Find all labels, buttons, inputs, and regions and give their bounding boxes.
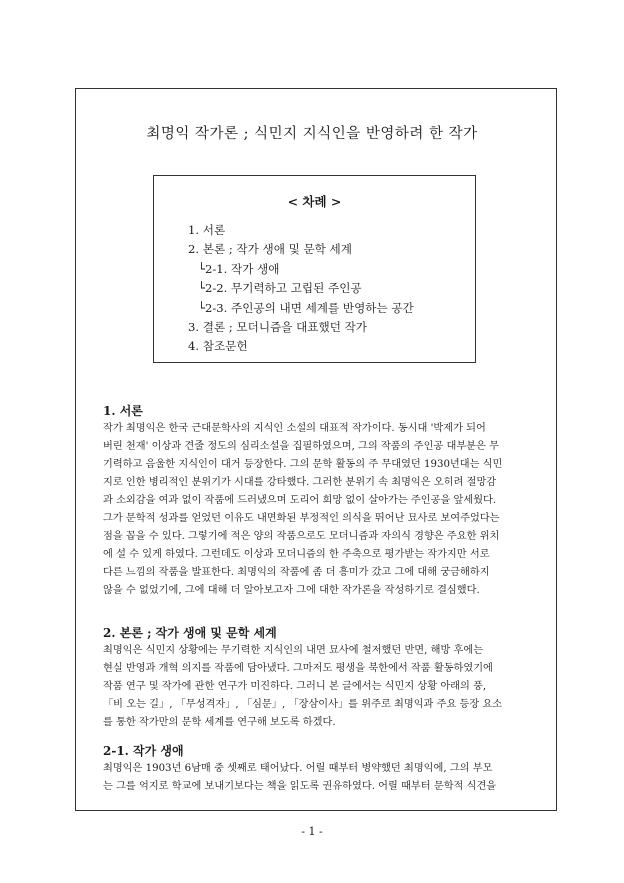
text-line: 기력하고 음울한 지식인이 대거 등장한다. 그의 문학 활동의 주 무대였던 1930년대는 식민 — [103, 459, 503, 470]
page-title: 최명익 작가론 ; 식민지 지식인을 반영하려 한 작가 — [146, 126, 478, 142]
text-line: 현실 반영과 개혁 의지를 작품에 담아냈다. 그마저도 평생을 북한에서 작품 활동하였기에 — [103, 663, 493, 674]
section-author-life — [103, 742, 535, 796]
toc-item: 4. 참조문헌 — [188, 339, 248, 354]
toc-item: 2. 본론 ; 작가 생애 및 문학 세계 — [188, 242, 352, 257]
section-heading: 2. 본론 ; 작가 생애 및 문학 세계 — [103, 626, 277, 640]
text-line: 최명익은 1903년 6남매 중 셋째로 태어났다. 어릴 때부터 병약했던 최명익에, 그의 부모 — [103, 763, 493, 774]
text-line: 그가 문학적 성과를 얻었던 이유도 내면화된 부정적인 의식을 뛰어난 묘사로 보여주었다는 — [103, 513, 500, 524]
text-line: 는 그를 억지로 학교에 보내기보다는 책을 읽도록 권유하였다. 어릴 때부터 문학적 식견을 — [103, 781, 497, 792]
section-heading: 2-1. 작가 생애 — [103, 744, 184, 758]
section-heading: 1. 서론 — [103, 404, 143, 418]
section-paragraph — [103, 420, 535, 600]
section-introduction — [103, 402, 535, 600]
toc-item: └2-1. 작가 생애 — [198, 261, 280, 276]
page-number: - 1 - — [301, 825, 323, 838]
section-paragraph — [103, 642, 535, 732]
toc-heading: < 차례 > — [287, 194, 342, 209]
section-paragraph — [103, 760, 535, 796]
text-line: 에 설 수 있게 하였다. 그런데도 이상과 모더니즘의 한 주축으로 평가받는 작가지만 서로 — [103, 549, 490, 560]
table-of-contents — [153, 175, 476, 363]
text-line: 「비 오는 길」, 「무성격자」, 「심문」, 「장삼이사」를 위주로 최명익과 주요 등장 요소 — [103, 699, 503, 710]
text-line: 작품 연구 및 작가에 관한 연구가 미진하다. 그러니 본 글에서는 식민지 상황 아래의 풍, — [103, 681, 487, 692]
toc-item: └2-3. 주인공의 내면 세계를 반영하는 공간 — [198, 300, 414, 315]
toc-list — [188, 221, 414, 357]
text-line: 버린 천재' 이상과 견줄 정도의 심리소설을 집필하였으며, 그의 작품의 주인공 대부분은 무 — [103, 441, 499, 452]
text-line: 점을 꼽을 수 있다. 그렇기에 적은 양의 작품으로도 모더니즘과 자의식 경향은 주요한 위치 — [103, 531, 500, 542]
text-line: 를 통한 작가만의 문학 세계를 연구해 보도록 하겠다. — [103, 717, 336, 728]
text-line: 과 소외감을 여과 없이 작품에 드러냈으며 도리어 희망 없이 살아가는 주인공을 앞세웠다. — [103, 495, 497, 506]
text-line: 최명익은 식민지 상황에는 무기력한 지식인의 내면 묘사에 철저했던 반면, 해방 후에는 — [103, 645, 484, 656]
text-line: 다른 느낌의 작품을 발표한다. 최명익의 작품에 좀 더 흥미가 갔고 그에 대해 궁금해하지 — [103, 567, 490, 578]
toc-item: 3. 결론 ; 모더니즘을 대표했던 작가 — [188, 320, 367, 335]
text-line: 않을 수 없었기에, 그에 대해 더 알아보고자 그에 대한 작가론을 작성하기로 결심했다. — [103, 585, 480, 596]
text-line: 지로 인한 병리적인 분위기가 시대를 강타했다. 그러한 분위기 속 최명익은 오히려 절망감 — [103, 477, 497, 488]
text-line: 작가 최명익은 한국 근대문학사의 지식인 소설의 대표적 작가이다. 동시대 '박제가 되어 — [103, 423, 486, 434]
toc-item: 1. 서론 — [188, 223, 226, 237]
toc-item: └2-2. 무기력하고 고립된 주인공 — [198, 281, 362, 296]
section-main-body — [103, 624, 535, 732]
